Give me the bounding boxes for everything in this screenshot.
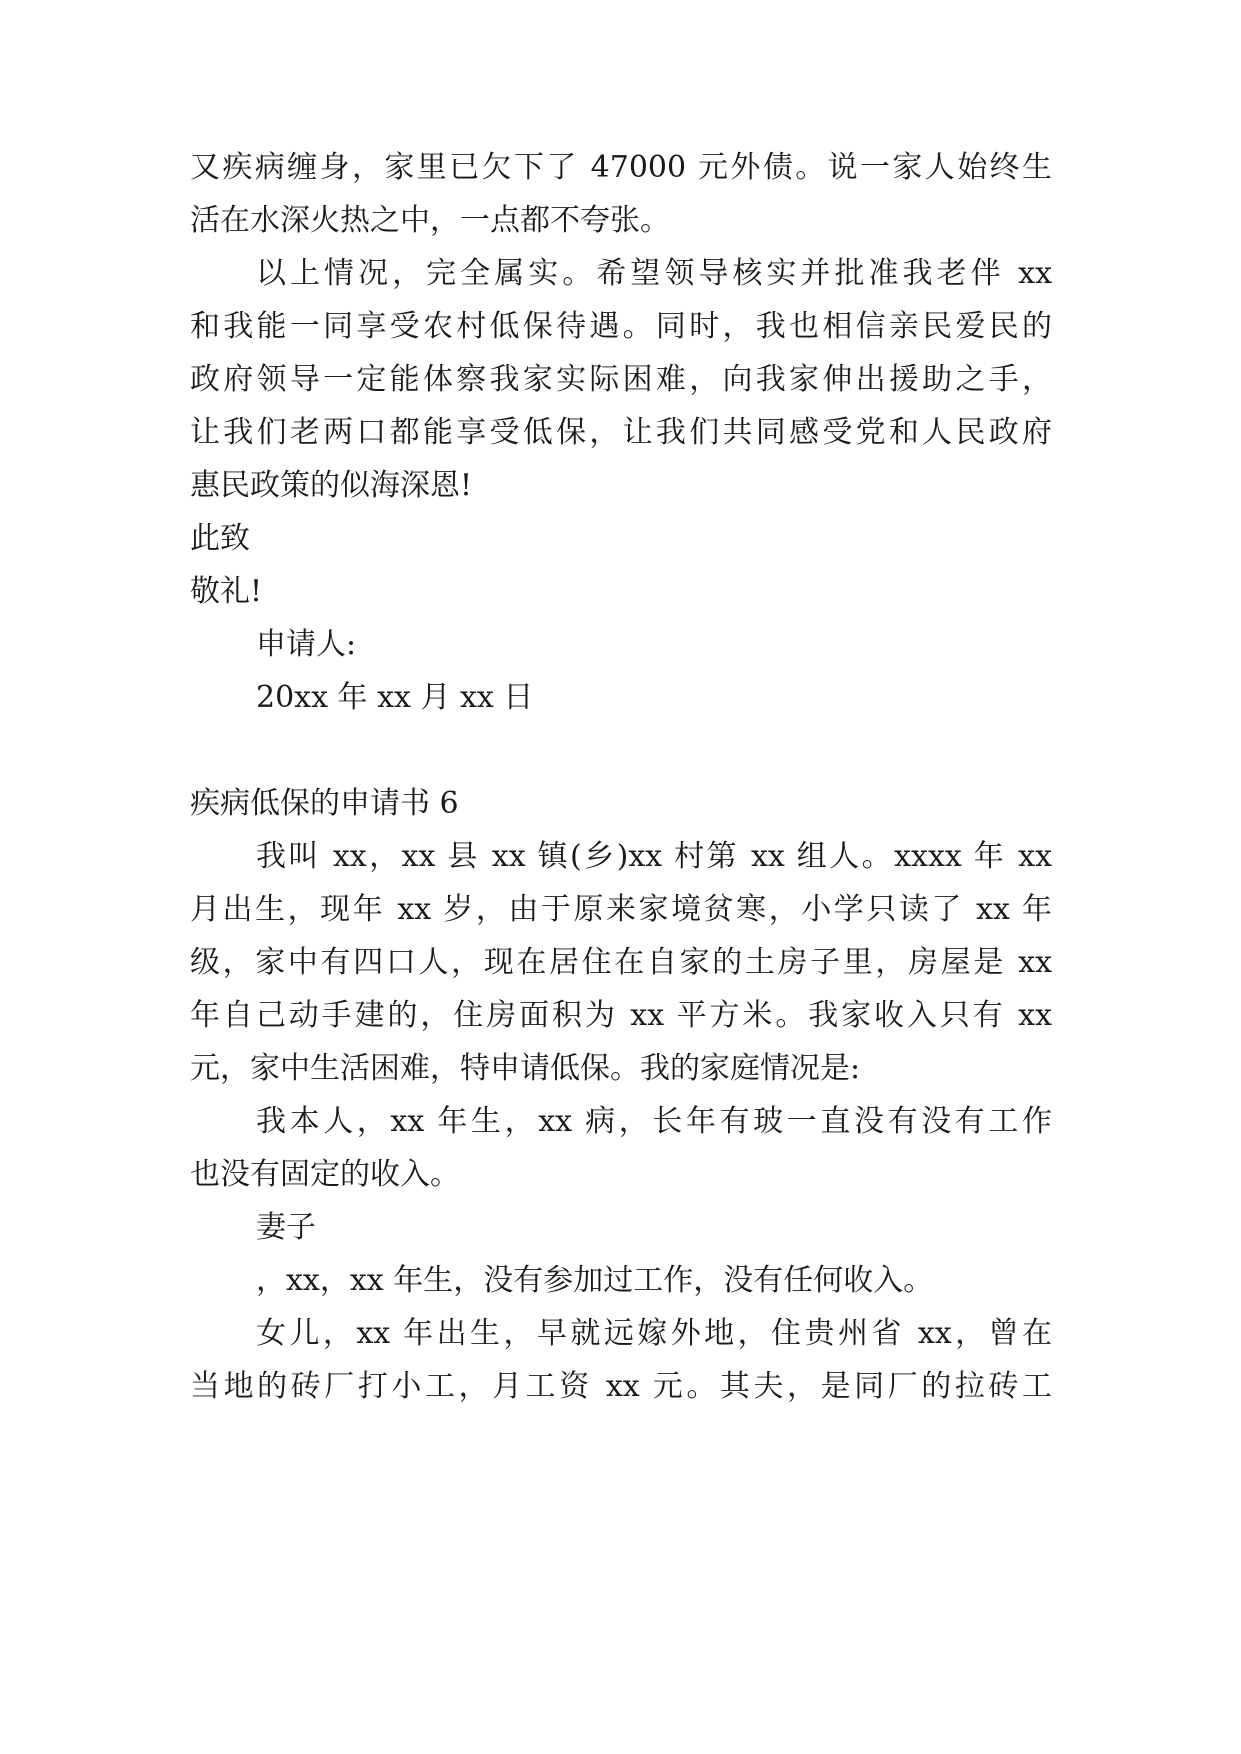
body-line: 我本人，xx 年生，xx 病，长年有玻一直没有没有工作	[256, 1104, 1052, 1139]
section-heading: 疾病低保的申请书 6	[190, 786, 459, 821]
body-line: 元，家中生活困难，特申请低保。我的家庭情况是:	[190, 1051, 861, 1086]
body-line: 也没有固定的收入。	[190, 1157, 460, 1192]
body-line: 和我能一同享受农村低保待遇。同时，我也相信亲民爱民的	[190, 309, 1052, 344]
body-line: 年自己动手建的，住房面积为 xx 平方米。我家收入只有 xx	[190, 998, 1052, 1033]
body-line: 又疾病缠身，家里已欠下了 47000 元外债。说一家人始终生	[190, 150, 1052, 185]
signature-label: 申请人:	[256, 627, 357, 662]
body-line: 我叫 xx，xx 县 xx 镇(乡)xx 村第 xx 组人。xxxx 年 xx	[256, 839, 1052, 874]
body-line: ，xx，xx 年生，没有参加过工作，没有任何收入。	[256, 1263, 934, 1298]
body-line: 以上情况，完全属实。希望领导核实并批准我老伴 xx	[256, 256, 1052, 291]
body-line: 惠民政策的似海深恩!	[190, 468, 473, 503]
body-line: 级，家中有四口人，现在居住在自家的土房子里，房屋是 xx	[190, 945, 1052, 980]
body-line: 女儿，xx 年出生，早就远嫁外地，住贵州省 xx，曾在	[256, 1316, 1052, 1351]
body-line: 让我们老两口都能享受低保，让我们共同感受党和人民政府	[190, 415, 1052, 450]
body-line: 政府领导一定能体察我家实际困难，向我家伸出援助之手，	[190, 362, 1052, 397]
body-line: 活在水深火热之中，一点都不夸张。	[190, 203, 670, 238]
body-line: 当地的砖厂打小工，月工资 xx 元。其夫，是同厂的拉砖工	[190, 1369, 1052, 1404]
body-line: 妻子	[256, 1210, 316, 1245]
salutation-line: 敬礼!	[190, 574, 263, 609]
closing-line: 此致	[190, 521, 250, 556]
date-line: 20xx 年 xx 月 xx 日	[256, 680, 534, 715]
body-line: 月出生，现年 xx 岁，由于原来家境贫寒，小学只读了 xx 年	[190, 892, 1052, 927]
